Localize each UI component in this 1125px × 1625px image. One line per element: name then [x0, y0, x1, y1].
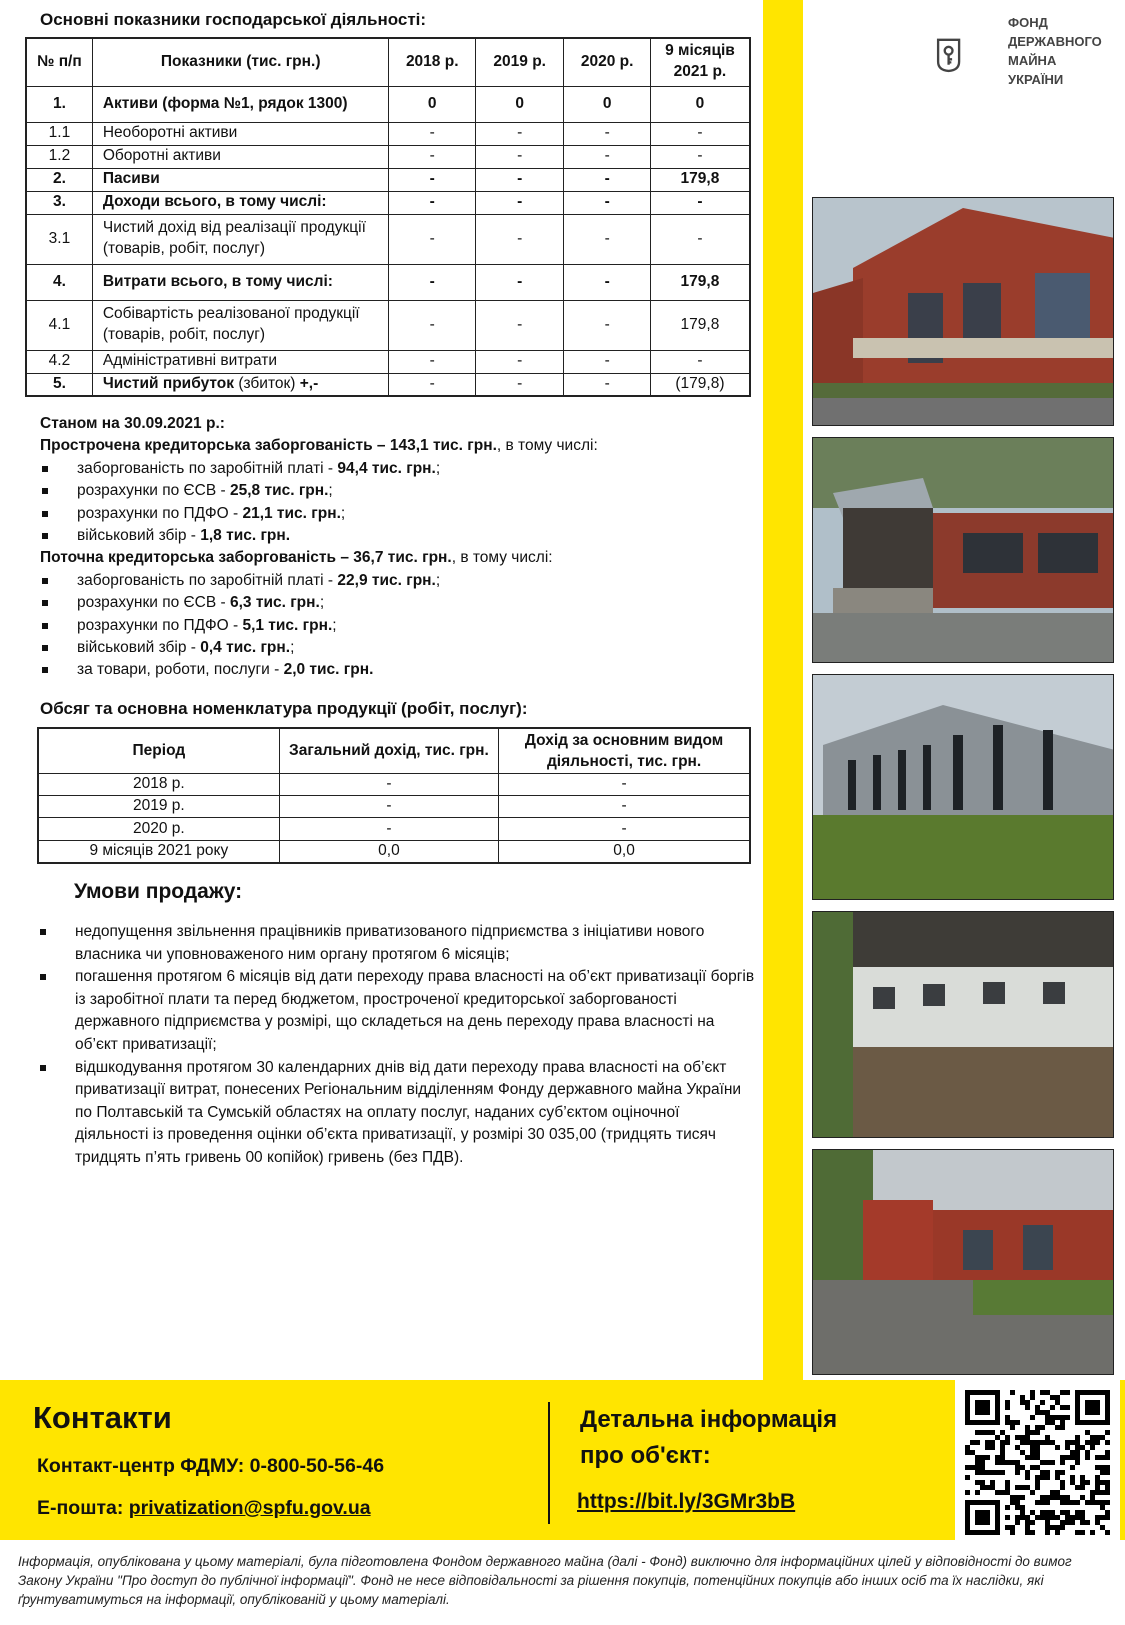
table-cell: Необоротні активи	[92, 122, 389, 145]
table-row	[26, 373, 750, 396]
table-cell: -	[279, 818, 498, 840]
table-cell: -	[499, 773, 750, 795]
header-2019: 2019 р.	[475, 38, 563, 86]
debt-item-value: 94,4 тис. грн.	[337, 459, 436, 477]
table-cell: -	[475, 350, 563, 373]
debt-item-value: 6,3 тис. грн.	[230, 594, 320, 612]
table-cell: -	[475, 168, 563, 191]
debt-item	[40, 480, 750, 502]
table-cell: -	[564, 373, 650, 396]
table-row	[26, 122, 750, 145]
table-cell: 0	[389, 86, 475, 122]
debt-item	[40, 458, 750, 480]
table-cell: Доходи всього, в тому числі:	[92, 191, 389, 214]
table-cell: -	[650, 191, 750, 214]
yellow-accent-strip	[763, 0, 803, 1380]
table-cell	[92, 373, 389, 396]
header-2021: 9 місяців 2021 р.	[650, 38, 750, 86]
table-cell: -	[564, 350, 650, 373]
table-cell: 2020 р.	[38, 818, 279, 840]
building-photo-5	[812, 1149, 1114, 1375]
table-row	[26, 86, 750, 122]
table-cell: -	[650, 122, 750, 145]
table-cell: -	[279, 796, 498, 818]
table-cell: Пасиви	[92, 168, 389, 191]
email-link[interactable]: privatization@spfu.gov.ua	[128, 1497, 371, 1519]
sale-conditions-title: Умови продажу:	[74, 880, 243, 903]
table-cell: 1.2	[26, 145, 92, 168]
email-line	[37, 1497, 371, 1520]
disclaimer: Інформація, опублікована у цьому матеріалі, була підготовлена Фондом державного майна (далі - Фонд) виключно для інформаційних цілей у відповідності до вимог Закону України "Про доступ до публічної інформації". Фонд не несе відповідальності за рішення покупців, потенційних покупців або інших осіб та їх наслідки, які ґрунтуватимуться на інформації, опублікованій у цьому матеріалі.	[18, 1554, 1072, 1607]
table-cell: -	[389, 145, 475, 168]
table-cell: Адміністративні витрати	[92, 350, 389, 373]
table-cell: 0	[650, 86, 750, 122]
debt-item-value: 21,1 тис. грн.	[242, 504, 341, 522]
table-cell: 3.	[26, 191, 92, 214]
debt-item-value: 1,8 тис. грн.	[200, 527, 291, 545]
table-cell: 1.1	[26, 122, 92, 145]
table-cell: -	[389, 373, 475, 396]
table-row	[26, 214, 750, 264]
table-cell: -	[564, 300, 650, 350]
debt-item-value: 2,0 тис. грн.	[283, 661, 374, 679]
table-cell: -	[499, 818, 750, 840]
table-cell: -	[650, 145, 750, 168]
debt-item	[40, 592, 750, 614]
debt-item-value: 25,8 тис. грн.	[230, 482, 329, 500]
debt-item-end: ;	[328, 482, 333, 500]
table-cell: -	[389, 214, 475, 264]
table-cell: -	[389, 168, 475, 191]
overdue-debt-line	[40, 435, 750, 457]
production-table	[37, 727, 751, 864]
table-cell: -	[564, 145, 650, 168]
debt-item	[40, 570, 750, 592]
condition-item: недопущення звільнення працівників приватизованого підприємства з ініціативи нового власника чи уповноваженого ним органу протягом 6 місяців;	[40, 921, 755, 966]
table-cell: -	[389, 300, 475, 350]
table-cell: -	[475, 191, 563, 214]
sale-conditions-list	[40, 921, 755, 1170]
building-photo-1	[812, 197, 1114, 426]
table-cell: 179,8	[650, 300, 750, 350]
table-cell: Чистий дохід від реалізації продукції (товарів, робіт, послуг)	[92, 214, 389, 264]
table-cell: 9 місяців 2021 року	[38, 840, 279, 862]
logo-line: МАЙНА	[1008, 53, 1057, 68]
table-cell: -	[475, 214, 563, 264]
table-cell: 0,0	[499, 840, 750, 862]
table-cell: -	[564, 264, 650, 300]
table-cell: -	[564, 214, 650, 264]
production-section-title: Обсяг та основна номенклатура продукції (робіт, послуг):	[40, 699, 528, 718]
table-cell: 1.	[26, 86, 92, 122]
header-2018: 2018 р.	[389, 38, 475, 86]
table-cell: 179,8	[650, 168, 750, 191]
table-cell: -	[564, 122, 650, 145]
table-cell: Витрати всього, в тому числі:	[92, 264, 389, 300]
debt-item-label: військовий збір -	[77, 639, 201, 657]
debt-item-label: розрахунки по ПДФО -	[77, 616, 243, 634]
table-row	[38, 796, 750, 818]
current-debt-line	[40, 547, 750, 569]
header-2020: 2020 р.	[564, 38, 650, 86]
current-debt-title: Поточна кредиторська заборгованість – 36,7 тис. грн.	[40, 549, 452, 567]
table-row	[26, 350, 750, 373]
header-main-income: Дохід за основним видом діяльності, тис. грн.	[499, 728, 750, 773]
debt-item-label: розрахунки по ПДФО -	[77, 504, 243, 522]
table-row	[26, 168, 750, 191]
main-indicators-table	[25, 37, 751, 397]
contacts-title: Контакти	[33, 1400, 172, 1435]
key-house-icon	[935, 10, 1005, 100]
table-cell: -	[475, 373, 563, 396]
condition-item: погашення протягом 6 місяців від дати переходу права власності на об’єкт приватизації боргів із заробітної плати та перед бюджетом, простроченої кредиторської заборгованості державного підприємства у розмірі, що складеться на день переходу права власності на об’єкт приватизації;	[40, 966, 755, 1056]
debt-item	[40, 615, 750, 637]
debt-item	[40, 659, 750, 681]
table-cell: -	[475, 122, 563, 145]
contacts-divider	[548, 1402, 550, 1524]
condition-item: відшкодування протягом 30 календарних днів від дати переходу права власності на об’єкт приватизації витрат, понесених Регіональним відділенням Фонду державного майна України по Полтавській та Сумській областях на оплату послуг, наданих суб’єктом оціночної діяльності із проведення оцінки об’єкта приватизації, у розмірі 30 035,00 (тридцять тисяч тридцять п’ять гривень 00 копійок) гривень (без ПДВ).	[40, 1057, 755, 1170]
details-title	[580, 1402, 837, 1474]
current-debt-suffix: , в тому числі:	[451, 549, 553, 567]
indicator-sign-part: +,-	[299, 374, 319, 392]
table-cell: Собівартість реалізованої продукції (товарів, робіт, послуг)	[92, 300, 389, 350]
table-row	[26, 191, 750, 214]
table-cell: 2.	[26, 168, 92, 191]
debt-item-end: ;	[435, 459, 441, 477]
debt-item-value: 0,4 тис. грн.	[200, 639, 291, 657]
overdue-debt-suffix: , в тому числі:	[496, 437, 598, 455]
details-link[interactable]: https://bit.ly/3GMr3bB	[577, 1490, 796, 1513]
debt-item-end: ;	[332, 616, 337, 634]
table-cell: 4.2	[26, 350, 92, 373]
as-of-date: Станом на 30.09.2021 р.:	[40, 415, 225, 432]
debt-item-label: заборгованість по заробітній платі -	[77, 571, 338, 589]
debt-item-value: 5,1 тис. грн.	[242, 616, 333, 634]
header-total-income: Загальний дохід, тис. грн.	[279, 728, 498, 773]
table-cell: -	[475, 264, 563, 300]
building-photo-2	[812, 437, 1114, 663]
logo-line: ДЕРЖАВНОГО	[1008, 34, 1102, 49]
contacts-bar	[0, 1380, 1125, 1540]
header-no: № п/п	[26, 38, 92, 86]
table-cell: 0	[475, 86, 563, 122]
table-cell: -	[389, 264, 475, 300]
debt-item-end: ;	[319, 594, 325, 612]
overdue-debt-title: Прострочена кредиторська заборгованість – 143,1 тис. грн.	[40, 437, 497, 455]
header-period: Період	[38, 728, 279, 773]
debt-item	[40, 637, 750, 659]
table-cell: 179,8	[650, 264, 750, 300]
table-row	[26, 145, 750, 168]
building-photo-4	[812, 911, 1114, 1138]
debt-item-end: ;	[290, 639, 295, 657]
debt-item-value: 22,9 тис. грн.	[337, 571, 436, 589]
debt-item-label: заборгованість по заробітній платі -	[77, 459, 338, 477]
debt-item	[40, 525, 750, 547]
debts-block	[40, 413, 750, 682]
table-cell: -	[389, 350, 475, 373]
table-cell: -	[389, 191, 475, 214]
table-cell: -	[475, 145, 563, 168]
table-cell: 4.	[26, 264, 92, 300]
table-cell: 5.	[26, 373, 92, 396]
indicator-bold-part: Чистий прибуток	[102, 374, 235, 392]
qr-code-icon[interactable]	[955, 1380, 1120, 1540]
table-cell: 0,0	[279, 840, 498, 862]
table-cell: 2019 р.	[38, 796, 279, 818]
debt-item-end: ;	[340, 504, 346, 522]
indicator-rest-part: (збиток)	[234, 374, 300, 392]
building-photo-3	[812, 674, 1114, 900]
debt-item-end: ;	[435, 571, 441, 589]
table-cell: 0	[564, 86, 650, 122]
table-cell: Активи (форма №1, рядок 1300)	[92, 86, 389, 122]
debt-item-label: за товари, роботи, послуги -	[77, 661, 284, 679]
call-center-line: Контакт-центр ФДМУ: 0-800-50-56-46	[37, 1455, 385, 1477]
logo-text	[1008, 13, 1102, 89]
header-indicator: Показники (тис. грн.)	[92, 38, 389, 86]
table-cell: (179,8)	[650, 373, 750, 396]
table-row	[26, 264, 750, 300]
debt-item	[40, 503, 750, 525]
table-cell: -	[279, 773, 498, 795]
logo-line: ФОНД	[1008, 15, 1048, 30]
debt-item-label: військовий збір -	[77, 527, 201, 545]
email-label: Е-пошта:	[37, 1497, 129, 1519]
table-cell: -	[564, 168, 650, 191]
details-title-line: про об'єкт:	[580, 1442, 711, 1469]
table-row	[38, 840, 750, 862]
table-row	[38, 818, 750, 840]
logo-line: УКРАЇНИ	[1008, 72, 1064, 87]
table-cell: 2018 р.	[38, 773, 279, 795]
table-row	[26, 300, 750, 350]
table-cell: 3.1	[26, 214, 92, 264]
debt-item-label: розрахунки по ЄСВ -	[77, 482, 230, 500]
table-cell: -	[389, 122, 475, 145]
table-cell: -	[499, 796, 750, 818]
table-cell: -	[650, 350, 750, 373]
table-row	[38, 773, 750, 795]
table-cell: -	[475, 300, 563, 350]
table-cell: 4.1	[26, 300, 92, 350]
table-cell: Оборотні активи	[92, 145, 389, 168]
main-section-title: Основні показники господарської діяльності:	[40, 10, 427, 29]
table-cell: -	[564, 191, 650, 214]
table-cell: -	[650, 214, 750, 264]
details-title-line: Детальна інформація	[580, 1406, 838, 1433]
debt-item-label: розрахунки по ЄСВ -	[77, 594, 230, 612]
